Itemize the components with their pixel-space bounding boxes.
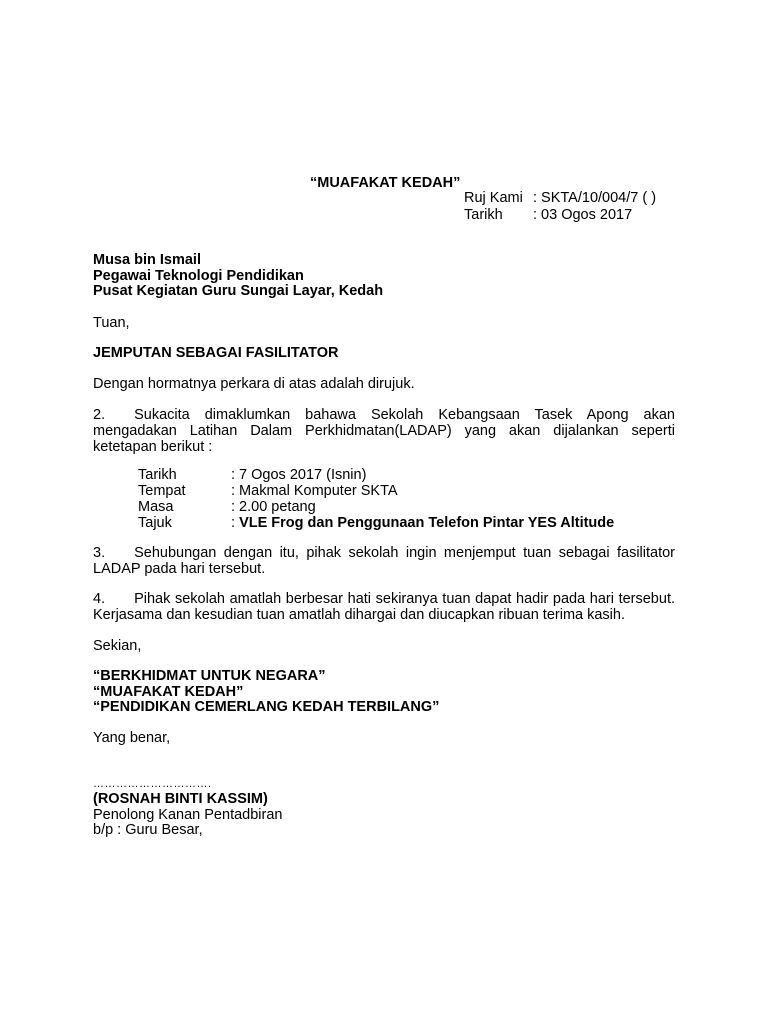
header-motto: “MUAFAKAT KEDAH” (310, 175, 461, 191)
motto-1: “BERKHIDMAT UNTUK NEGARA” (93, 668, 326, 684)
paragraph-3 (93, 545, 675, 577)
paragraph-3-text: Sehubungan dengan itu, pihak sekolah ingin menjemput tuan sebagai fasilitator LADAP pada hari tersebut. (93, 545, 675, 577)
ruj-kami-label: Ruj Kami (464, 190, 523, 206)
motto-3: “PENDIDIKAN CEMERLANG KEDAH TERBILANG” (93, 699, 440, 715)
signatory-name: (ROSNAH BINTI KASSIM) (93, 791, 268, 807)
salutation: Tuan, (93, 315, 130, 331)
detail-masa-label: Masa (138, 499, 174, 515)
signatory-on-behalf: b/p : Guru Besar, (93, 822, 203, 838)
closing-sekian: Sekian, (93, 638, 142, 654)
detail-tarikh-label: Tarikh (138, 467, 177, 483)
paragraph-4-number: 4. (93, 591, 106, 607)
recipient-title: Pegawai Teknologi Pendidikan (93, 268, 304, 284)
paragraph-4-text: Pihak sekolah amatlah berbesar hati sekiranya tuan dapat hadir pada hari tersebut. Kerjasama dan kesudian tuan amatlah dihargai dan diucapkan ribuan terima kasih. (93, 591, 675, 623)
tarikh-value: : 03 Ogos 2017 (533, 207, 633, 223)
paragraph-4 (93, 591, 675, 623)
detail-masa-value: : 2.00 petang (231, 499, 316, 515)
closing-yang-benar: Yang benar, (93, 730, 171, 746)
detail-tarikh-value: : 7 Ogos 2017 (Isnin) (231, 467, 367, 483)
detail-tempat-label: Tempat (138, 483, 186, 499)
paragraph-2-number: 2. (93, 407, 106, 423)
detail-tempat-value: : Makmal Komputer SKTA (231, 483, 398, 499)
intro-paragraph: Dengan hormatnya perkara di atas adalah dirujuk. (93, 376, 415, 392)
tarikh-label: Tarikh (464, 207, 503, 223)
signatory-position: Penolong Kanan Pentadbiran (93, 807, 283, 823)
letter-subject: JEMPUTAN SEBAGAI FASILITATOR (93, 345, 339, 361)
paragraph-2-text: Sukacita dimaklumkan bahawa Sekolah Kebangsaan Tasek Apong akan mengadakan Latihan Dalam Perkhidmatan(LADAP) yang akan dijalankan seperti ketetapan berikut : (93, 407, 675, 455)
detail-tajuk-text: VLE Frog dan Penggunaan Telefon Pintar YES Altitude (239, 515, 615, 531)
recipient-name: Musa bin Ismail (93, 252, 201, 268)
recipient-address: Pusat Kegiatan Guru Sungai Layar, Kedah (93, 283, 384, 299)
paragraph-3-number: 3. (93, 545, 106, 561)
motto-2: “MUAFAKAT KEDAH” (93, 684, 244, 700)
detail-tajuk-value (231, 515, 614, 531)
signature-dots: …………………………. (93, 778, 212, 790)
detail-tajuk-colon: : (231, 515, 236, 531)
ruj-kami-value: : SKTA/10/004/7 ( ) (533, 190, 657, 206)
paragraph-2 (93, 407, 675, 455)
detail-tajuk-label: Tajuk (138, 515, 172, 531)
